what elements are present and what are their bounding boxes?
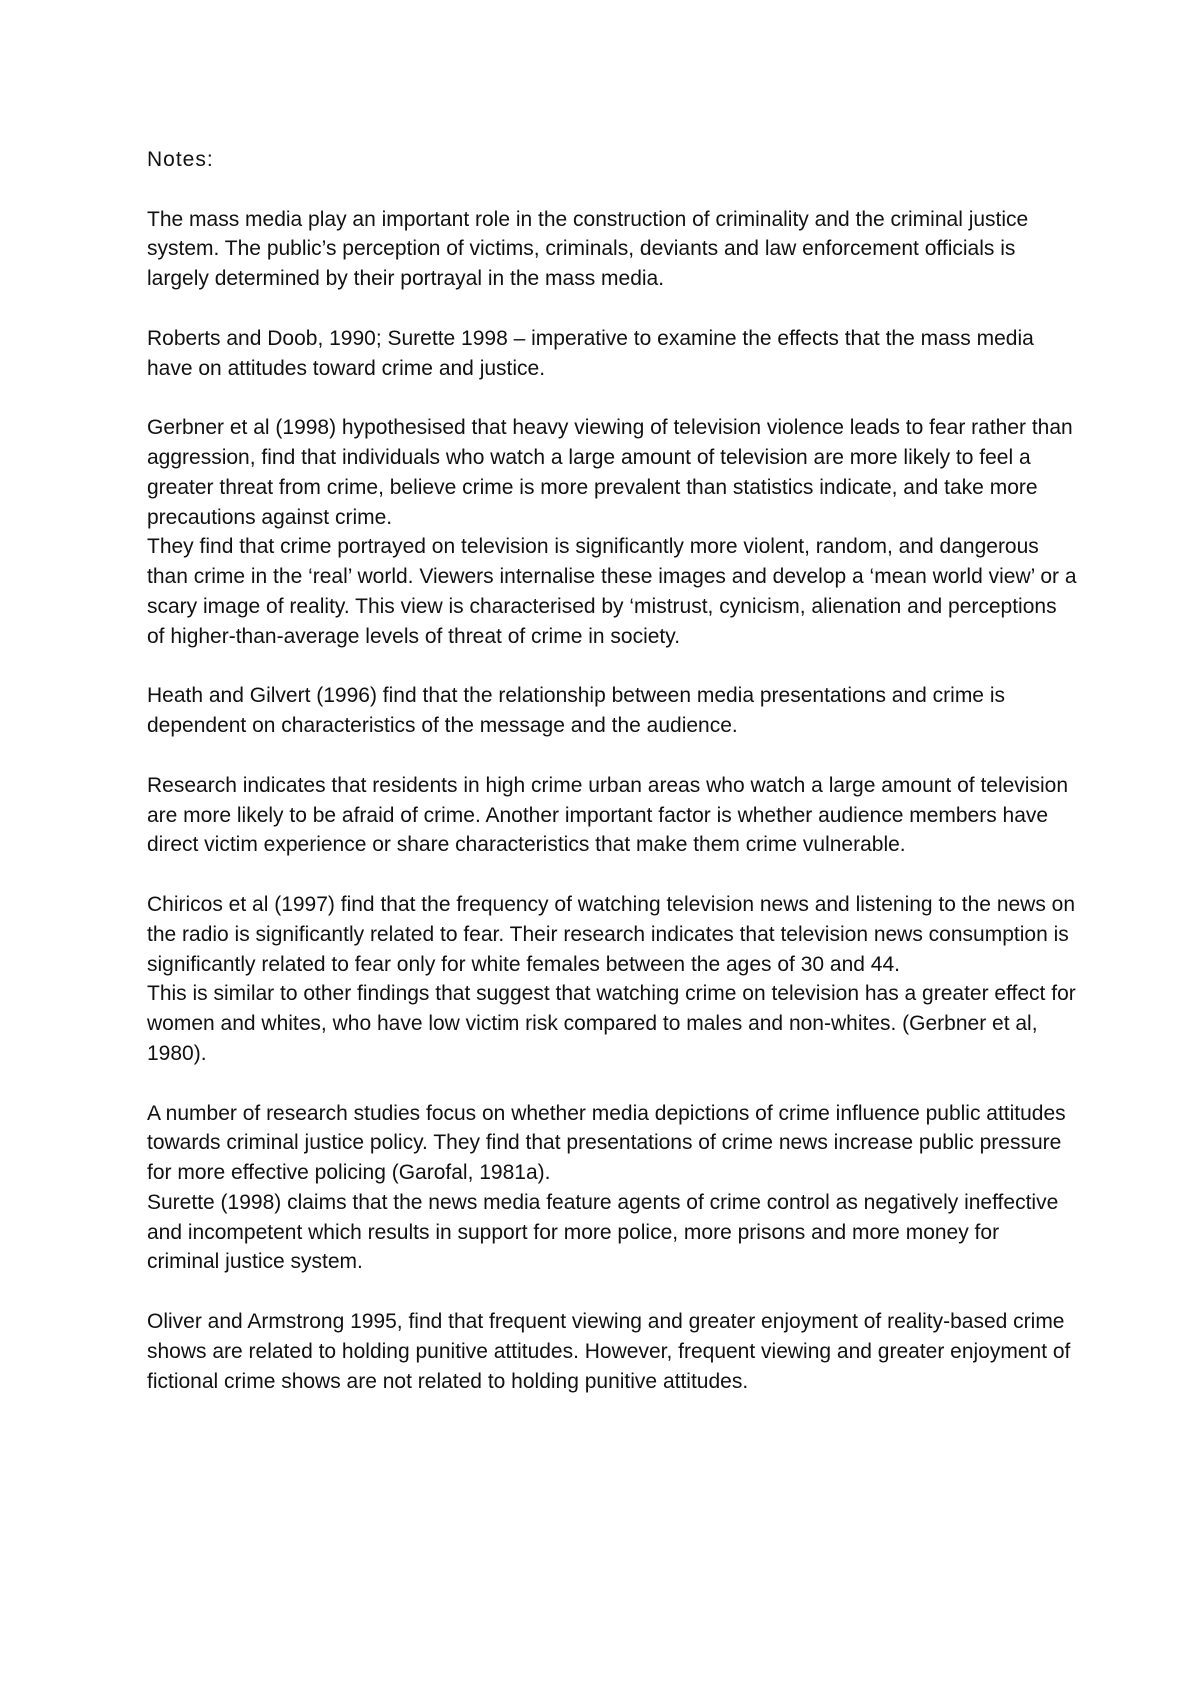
paragraph-mean-world-view: They find that crime portrayed on television is significantly more violent, random, and dangerous than crime in the ‘real’ world. Viewers internalise these images and develop a ‘mean world view’ or a scary image of reality. This view is characterised by ‘mistrust, cynicism, alienation and perceptions of higher-than-average levels of threat of crime in society. [147,535,1077,648]
paragraph-surette-claims: Surette (1998) claims that the news media feature agents of crime control as negatively ineffective and incompetent which results in support for more police, more prisons and more money for criminal justice system. [147,1190,1059,1274]
paragraph-similar-findings: This is similar to other findings that suggest that watching crime on television has a greater effect for women and whites, who have low victim risk compared to males and non-whites. (Gerbner et al, 1980). [147,982,1076,1065]
paragraph-gerbner-hypothesis: Gerbner et al (1998) hypothesised that heavy viewing of television violence leads to fear rather than aggression, find that individuals who watch a large amount of television are more likely to feel a greater threat from crime, believe crime is more prevalent than statistics indicate, and take more precautions against crime. [147,416,1073,529]
paragraph-mass-media-role: The mass media play an important role in the construction of criminality and the criminal justice system. The public’s perception of victims, criminals, deviants and law enforcement officials is largely determined by their portrayal in the mass media. [147,207,1029,291]
paragraph-policy-studies: A number of research studies focus on whether media depictions of crime influence public attitudes towards criminal justice policy. They find that presentations of crime news increase public pressure for more effective policing (Garofal, 1981a). [147,1101,1066,1185]
paragraph-chiricos: Chiricos et al (1997) find that the frequency of watching television news and listening to the news on the radio is significantly related to fear. Their research indicates that television news consumption is significantly related to fear only for white females between the ages of 30 and 44. [147,892,1076,976]
paragraph-heath-gilvert: Heath and Gilvert (1996) find that the relationship between media presentations and crime is dependent on characteristics of the message and the audience. [147,684,1005,738]
notes-heading: Notes: [147,148,214,171]
paragraph-oliver-armstrong: Oliver and Armstrong 1995, find that frequent viewing and greater enjoyment of reality-based crime shows are related to holding punitive attitudes. However, frequent viewing and greater enjoyment of fictional crime shows are not related to holding punitive attitudes. [147,1310,1071,1393]
paragraph-research-urban-areas: Research indicates that residents in high crime urban areas who watch a large amount of television are more likely to be afraid of crime. Another important factor is whether audience members have direct victim experience or share characteristics that make them crime vulnerable. [147,773,1068,857]
document-body [147,145,1077,1396]
paragraph-roberts-doob: Roberts and Doob, 1990; Surette 1998 – imperative to examine the effects that the mass media have on attitudes toward crime and justice. [147,326,1034,380]
